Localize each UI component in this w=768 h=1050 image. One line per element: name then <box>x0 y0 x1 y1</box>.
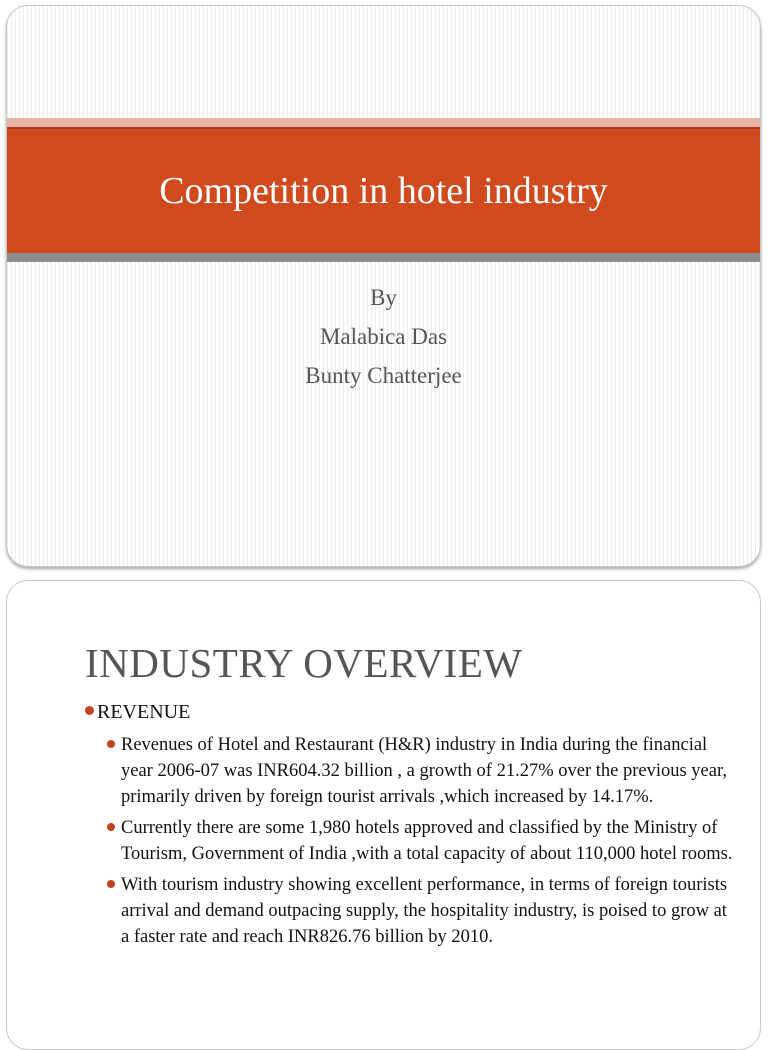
list-item <box>105 872 735 950</box>
bullet-icon <box>107 740 115 748</box>
list-item <box>85 701 190 724</box>
sub-bullet-list <box>105 732 735 955</box>
bullet-icon <box>107 880 115 888</box>
by-label: By <box>370 285 397 310</box>
byline <box>7 278 760 395</box>
title-band-accent-top <box>7 118 760 127</box>
title-slide <box>6 5 761 567</box>
list-item <box>105 815 735 867</box>
title-band <box>7 127 760 253</box>
author-name: Malabica Das <box>319 324 448 349</box>
bullet-text: Revenues of Hotel and Restaurant (H&R) industry in India during the financial year 2006-07 was INR604.32 billion , a growth of 21.27% over the previous year, primarily driven by foreign tourist arrivals ,which increased by 14.17%. <box>121 735 728 807</box>
author-name: Bunty Chatterjee <box>305 363 462 388</box>
content-slide <box>6 580 761 1050</box>
bullet-list <box>85 701 190 724</box>
bullet-icon <box>107 823 115 831</box>
section-label: REVENUE <box>97 701 191 723</box>
bullet-text: Currently there are some 1,980 hotels approved and classified by the Ministry of Tourism, Government of India ,with a total capacity of about 110,000 hotel rooms. <box>121 818 733 864</box>
bullet-icon <box>85 706 94 715</box>
title-band-accent-bottom <box>7 253 760 262</box>
list-item <box>105 732 735 810</box>
slide-heading: INDUSTRY OVERVIEW <box>85 640 523 686</box>
bullet-text: With tourism industry showing excellent performance, in terms of foreign tourists arrival and demand outpacing supply, the hospitality industry, is poised to grow at a faster rate and reach INR826.76 billion by 2010. <box>121 875 728 947</box>
slide-title: Competition in hotel industry <box>159 170 608 212</box>
